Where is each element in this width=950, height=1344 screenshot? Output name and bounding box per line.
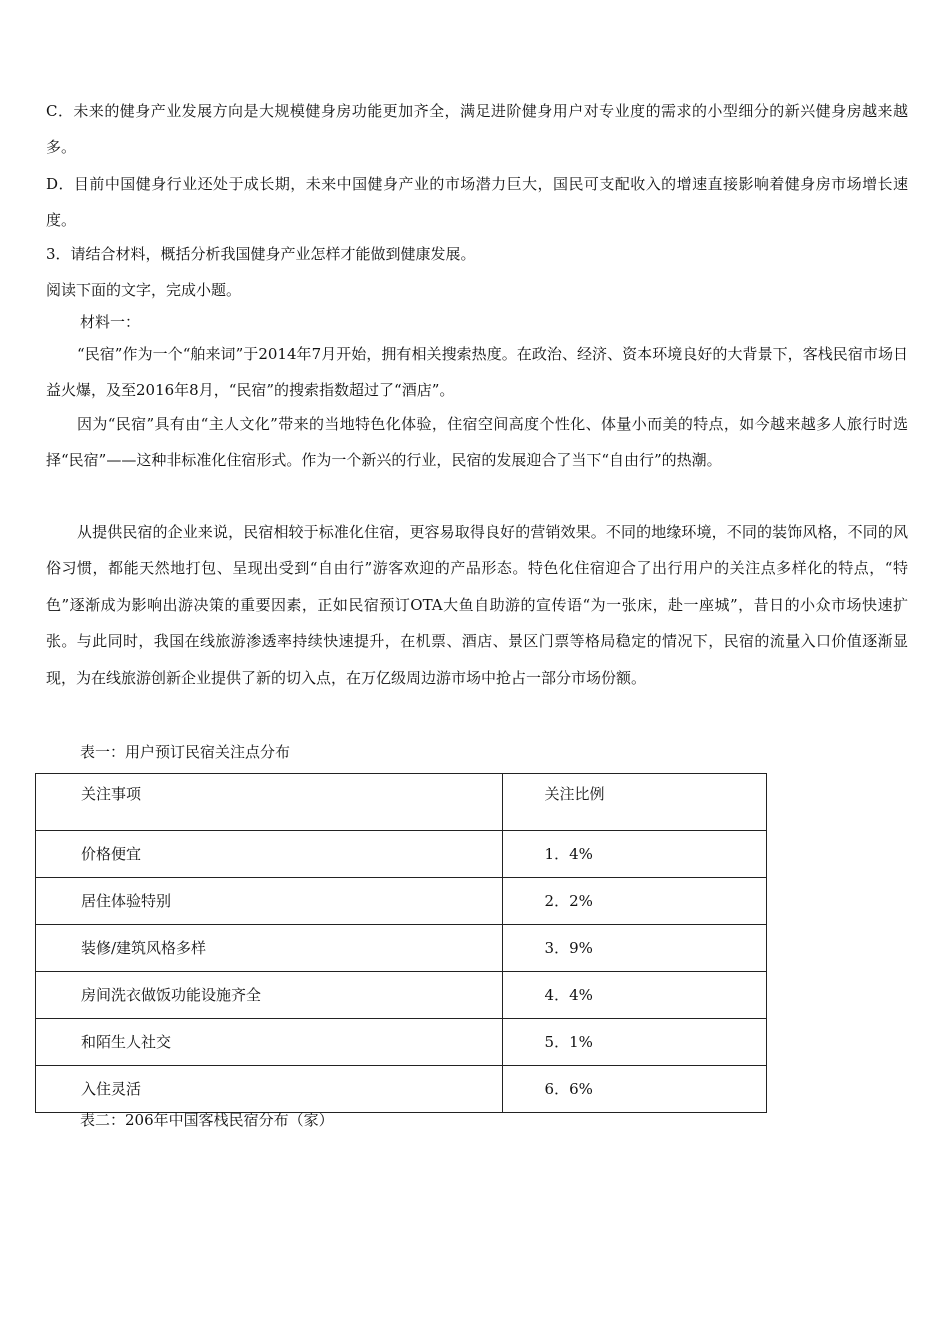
row-ratio: 5．1%: [502, 1019, 766, 1066]
row-ratio: 6．6%: [502, 1066, 766, 1113]
row-ratio: 3．9%: [502, 925, 766, 972]
table-header-row: [36, 774, 767, 831]
material-paragraph-3: 从提供民宿的企业来说，民宿相较于标准化住宿，更容易取得良好的营销效果。不同的地缘环境，不同的装饰风格，不同的风俗习惯，都能天然地打包、呈现出受到“自由行”游客欢迎的产品形态。特色化住宿迎合了出行用户的关注点多样化的特点，“特色”逐渐成为影响出游决策的重要因素，正如民宿预订OTA大鱼自助游的宣传语“为一张床，赴一座城”，昔日的小众市场快速扩张。与此同时，我国在线旅游渗透率持续快速提升，在机票、酒店、景区门票等格局稳定的情况下，民宿的流量入口价值逐渐显现，为在线旅游创新企业提供了新的切入点，在万亿级周边游市场中抢占一部分市场份额。: [46, 523, 908, 687]
material-paragraph-2: 因为“民宿”具有由“主人文化”带来的当地特色化体验，住宿空间高度个性化、体量小而美的特点，如今越来越多人旅行时选择“民宿”——这种非标准化住宿形式。作为一个新兴的行业，民宿的发展迎合了当下“自由行”的热潮。: [46, 415, 908, 470]
row-item: 价格便宜: [36, 831, 503, 878]
table-row: [36, 972, 767, 1019]
table-row: [36, 1019, 767, 1066]
option-c: C．未来的健身产业发展方向是大规模健身房功能更加齐全，满足进阶健身用户对专业度的需求的小型细分的新兴健身房越来越多。: [46, 102, 908, 157]
row-ratio: 1．4%: [502, 831, 766, 878]
question-3: 3．请结合材料，概括分析我国健身产业怎样才能做到健康发展。: [46, 245, 476, 263]
header-item: 关注事项: [36, 774, 503, 831]
row-item: 装修/建筑风格多样: [36, 925, 503, 972]
table1-caption: 表一：用户预订民宿关注点分布: [80, 743, 291, 761]
option-d: D．目前中国健身行业还处于成长期，未来中国健身产业的市场潜力巨大，国民可支配收入的增速直接影响着健身房市场增长速度。: [46, 175, 908, 230]
table-row: [36, 925, 767, 972]
reading-instruction: 阅读下面的文字，完成小题。: [46, 281, 242, 299]
attention-distribution-table: [35, 773, 767, 1113]
table2-caption: 表二：206年中国客栈民宿分布（家）: [80, 1111, 334, 1129]
table-row: [36, 1066, 767, 1113]
header-ratio: 关注比例: [502, 774, 766, 831]
row-item: 居住体验特别: [36, 878, 503, 925]
row-ratio: 2．2%: [502, 878, 766, 925]
row-item: 和陌生人社交: [36, 1019, 503, 1066]
material-heading: 材料一：: [80, 313, 141, 331]
table-row: [36, 878, 767, 925]
row-ratio: 4．4%: [502, 972, 766, 1019]
row-item: 入住灵活: [36, 1066, 503, 1113]
row-item: 房间洗衣做饭功能设施齐全: [36, 972, 503, 1019]
material-paragraph-1: “民宿”作为一个“舶来词”于2014年7月开始，拥有相关搜索热度。在政治、经济、资本环境良好的大背景下，客栈民宿市场日益火爆，及至2016年8月，“民宿”的搜索指数超过了“酒店”。: [46, 345, 908, 400]
table-row: [36, 831, 767, 878]
